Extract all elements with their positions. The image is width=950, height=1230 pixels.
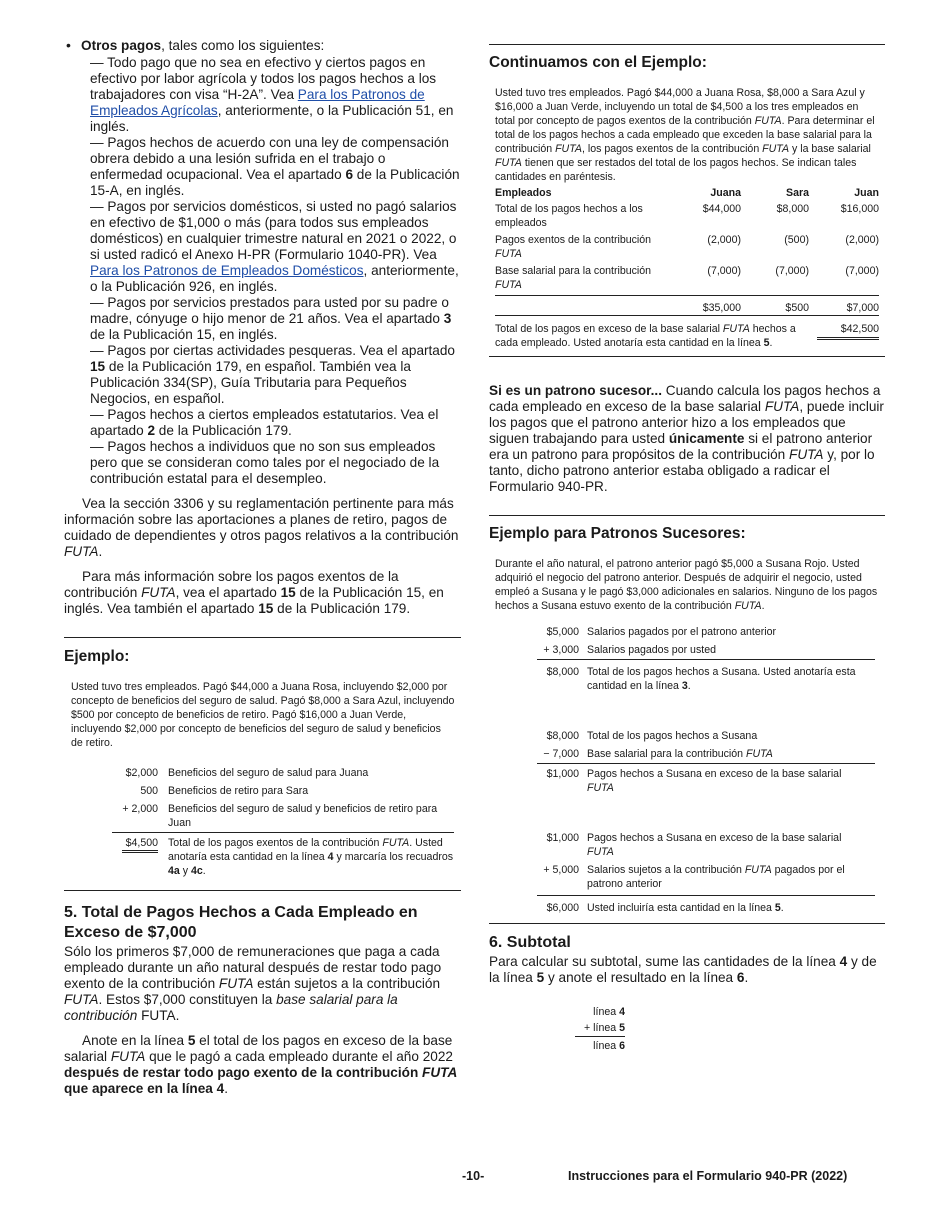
ejemplo-text: Usted tuvo tres empleados. Pagó $44,000 a Juana Rosa, incluyendo $2,000 por concepto de beneficios del seguro de salud. Pagó $8,000 a Sara Azul, incluyendo $500 por concepto de beneficios de retiro. Pagó $16,000 a Juan Verde, incluyendo $2,000 por concepto de beneficios del seguro de salud y beneficios de retiro. [71, 681, 455, 749]
right-column [489, 44, 885, 1054]
continuamos-box [489, 44, 885, 357]
sucesores-table-1 [537, 623, 875, 693]
bullet-title: Otros pagos [81, 38, 162, 53]
subtotal-lines [575, 1004, 625, 1054]
ejemplo-sucesores-box [489, 515, 885, 924]
bullet-text: , tales como los siguientes: [161, 38, 325, 53]
sucesores-table-3 [537, 829, 875, 915]
otros-pagos-bullet [64, 38, 461, 54]
dash-list [90, 55, 461, 487]
table-row: $35,000 $500 $7,000 [495, 296, 879, 316]
ejemplo-sucesores-text: Durante el año natural, el patrono anterior pagó $5,000 a Susana Rojo. Usted adquirió el negocio del patrono anterior. Después de adquirir el negocio, usted empleó a Susana y le pagó $3,000 adicionales en salarios. Ninguno de los pagos hechos a Susana estuvo exento de la contribución FUTA. [495, 558, 878, 612]
dash-item-1: — Todo pago que no sea en efectivo y ciertos pagos en efectivo por labor agrícola y todos los pagos hechos a los trabajadores con visa “H-2A”. Vea Para los Patronos de Empleados Agrícolas, anteriormente, o la Publicación 51, en inglés. [90, 55, 454, 134]
table-row: + 2,000 Beneficios del seguro de salud y beneficios de retiro para Juan [122, 803, 438, 829]
table-row: Pagos exentos de la contribución FUTA (2,000) (500) (2,000) [495, 234, 879, 260]
left-column [64, 38, 461, 1097]
dash-item-4: — Pagos por servicios prestados para usted por su padre o madre, cónyuge o hijo menor de 21 años. Vea el apartado 3 de la Publicación 15, en inglés. [90, 295, 452, 342]
ejemplo-box [64, 637, 461, 891]
table-row: $2,000 Beneficios del seguro de salud para Juana [125, 767, 369, 779]
section-6-paragraph: Para calcular su subtotal, sume las cantidades de la línea 4 y de la línea 5 y anote el resultado en la línea 6. [489, 954, 877, 985]
section-5-paragraph-1: Sólo los primeros $7,000 de remuneraciones que paga a cada empleado durante un año natural después de restar todo pago exento de la contribución FUTA están sujetos a la contribución FUTA. Estos $7,000 constituyen la base salarial para la contribución FUTA. [64, 944, 442, 1023]
ejemplo-title: Ejemplo: [64, 648, 130, 665]
table-row: + 5,000 Salarios sujetos a la contribución FUTA pagados por el patrono anterior [543, 864, 845, 890]
link-patronos-agricolas[interactable]: Para los Patronos de Empleados Agrícolas [90, 87, 425, 118]
bullet-icon: • [66, 37, 71, 53]
paragraph-mas-informacion: Para más información sobre los pagos exentos de la contribución FUTA, vea el apartado 15 de la Publicación 15, en inglés. Vea también el apartado 15 de la Publicación 179. [64, 569, 444, 616]
table-row: $4,500 Total de los pagos exentos de la contribución FUTA. Usted anotaría esta cantidad en la línea 4 y marcaría los recuadros 4a y 4c. [112, 833, 454, 881]
footer-title: Instrucciones para el Formulario 940-PR (2022) [568, 1169, 848, 1183]
continuamos-text: Usted tuvo tres empleados. Pagó $44,000 a Juana Rosa, $8,000 a Sara Azul y $16,000 a Juan Verde, incluyendo un total de $4,500 a los tres empleados en total por concepto de pagos exentos de la contribución FUTA. Para determinar el total de los pagos hechos a cada empleado que exceden la base salarial para la contribución FUTA, los pagos exentos de la contribución FUTA y la base salarial FUTA tienen que ser restados del total de los pagos hechos. Se indican tales cantidades en paréntesis. [495, 87, 875, 183]
table-header-row: Empleados Juana Sara Juan [495, 187, 879, 199]
dash-item-3: — Pagos por servicios domésticos, si usted no pagó salarios en efectivo de $1,000 o más (para todos sus empleados domésticos) en cualquier trimestre natural en 2021 o 2022, o si usted radicó el Anexo H-PR (Formulario 1040-PR). Vea Para los Patronos de Empleados Domésticos, anteriormente, o la Publicación 926, en inglés. [90, 199, 459, 294]
sucesores-table-2 [537, 727, 875, 795]
page-number: -10- [462, 1169, 485, 1183]
dash-item-5: — Pagos por ciertas actividades pesqueras. Vea el apartado 15 de la Publicación 179, en español. También vea la Publicación 334(SP), Guía Tributaria para Pequeños Negocios, en español. [90, 343, 455, 406]
table-row: $8,000 Total de los pagos hechos a Susana [546, 730, 758, 742]
table-row: $1,000 Pagos hechos a Susana en exceso de la base salarial FUTA [546, 832, 842, 858]
ejemplo-sucesores-title: Ejemplo para Patronos Sucesores: [489, 525, 746, 542]
table-row: Base salarial para la contribución FUTA (7,000) (7,000) (7,000) [495, 265, 879, 291]
table-row: $5,000 Salarios pagados por el patrono anterior [546, 626, 777, 638]
link-patronos-domesticos[interactable]: Para los Patronos de Empleados Domésticos [90, 263, 364, 278]
table-row: + 3,000 Salarios pagados por usted [543, 644, 716, 656]
dash-item-2: — Pagos hechos de acuerdo con una ley de compensación obrera debido a una lesión sufrida en el trabajo o enfermedad ocupacional. Vea el apartado 6 de la Publicación 15-A, en inglés. [90, 135, 460, 198]
dash-item-6: — Pagos hechos a ciertos empleados estatutarios. Vea el apartado 2 de la Publicación 179. [90, 407, 439, 438]
linea-5: + línea 5 [575, 1020, 625, 1037]
linea-6: línea 6 [593, 1040, 625, 1052]
linea-4: línea 4 [593, 1006, 625, 1018]
table-row: $8,000 Total de los pagos hechos a Susana. Usted anotaría esta cantidad en la línea 3. [537, 660, 875, 694]
table-row: $1,000 Pagos hechos a Susana en exceso de la base salarial FUTA [537, 764, 875, 796]
continuamos-table [495, 186, 879, 350]
table-row: 500 Beneficios de retiro para Sara [140, 785, 309, 797]
continuamos-title: Continuamos con el Ejemplo: [489, 54, 707, 71]
table-row: $6,000 Usted incluiría esta cantidad en la línea 5. [537, 896, 875, 916]
section-5-paragraph-2: Anote en la línea 5 el total de los pagos en exceso de la base salarial FUTA que le pagó a cada empleado durante el año 2022 después de restar todo pago exento de la contribución FUTA que aparece en la línea 4. [64, 1033, 458, 1096]
table-row: Total de los pagos hechos a los empleados $44,000 $8,000 $16,000 [495, 203, 879, 229]
section-6-title: 6. Subtotal [489, 934, 571, 951]
table-row: − 7,000 Base salarial para la contribución FUTA [543, 748, 773, 760]
patrono-sucesor-paragraph: Si es un patrono sucesor... Cuando calcula los pagos hechos a cada empleado en exceso de la base salarial FUTA, puede incluir los pagos que el patrono anterior hizo a los empleados que siguen trabajando para usted únicamente si el patrono anterior era un patrono para propósitos de la contribución FUTA y, por lo tanto, dicho patrono anterior estaba obligado a radicar el Formulario 940-PR. [489, 383, 884, 494]
dash-item-7: — Pagos hechos a individuos que no son sus empleados pero que se consideran como tales por el negociado de la contribución estatal para el desempleo. [90, 439, 440, 486]
section-5-title: 5. Total de Pagos Hechos a Cada Empleado en Exceso de $7,000 [64, 904, 418, 941]
ejemplo-table [112, 764, 454, 880]
paragraph-seccion-3306: Vea la sección 3306 y su reglamentación pertinente para más información sobre las aportaciones a planes de retiro, pagos de cuidado de dependientes y otros pagos relativos a la contribución FUTA. [64, 496, 459, 559]
table-total-row: Total de los pagos en exceso de la base salarial FUTA hechos a cada empleado. Usted anotaría esta cantidad en la línea 5. $42,500 [495, 316, 879, 351]
